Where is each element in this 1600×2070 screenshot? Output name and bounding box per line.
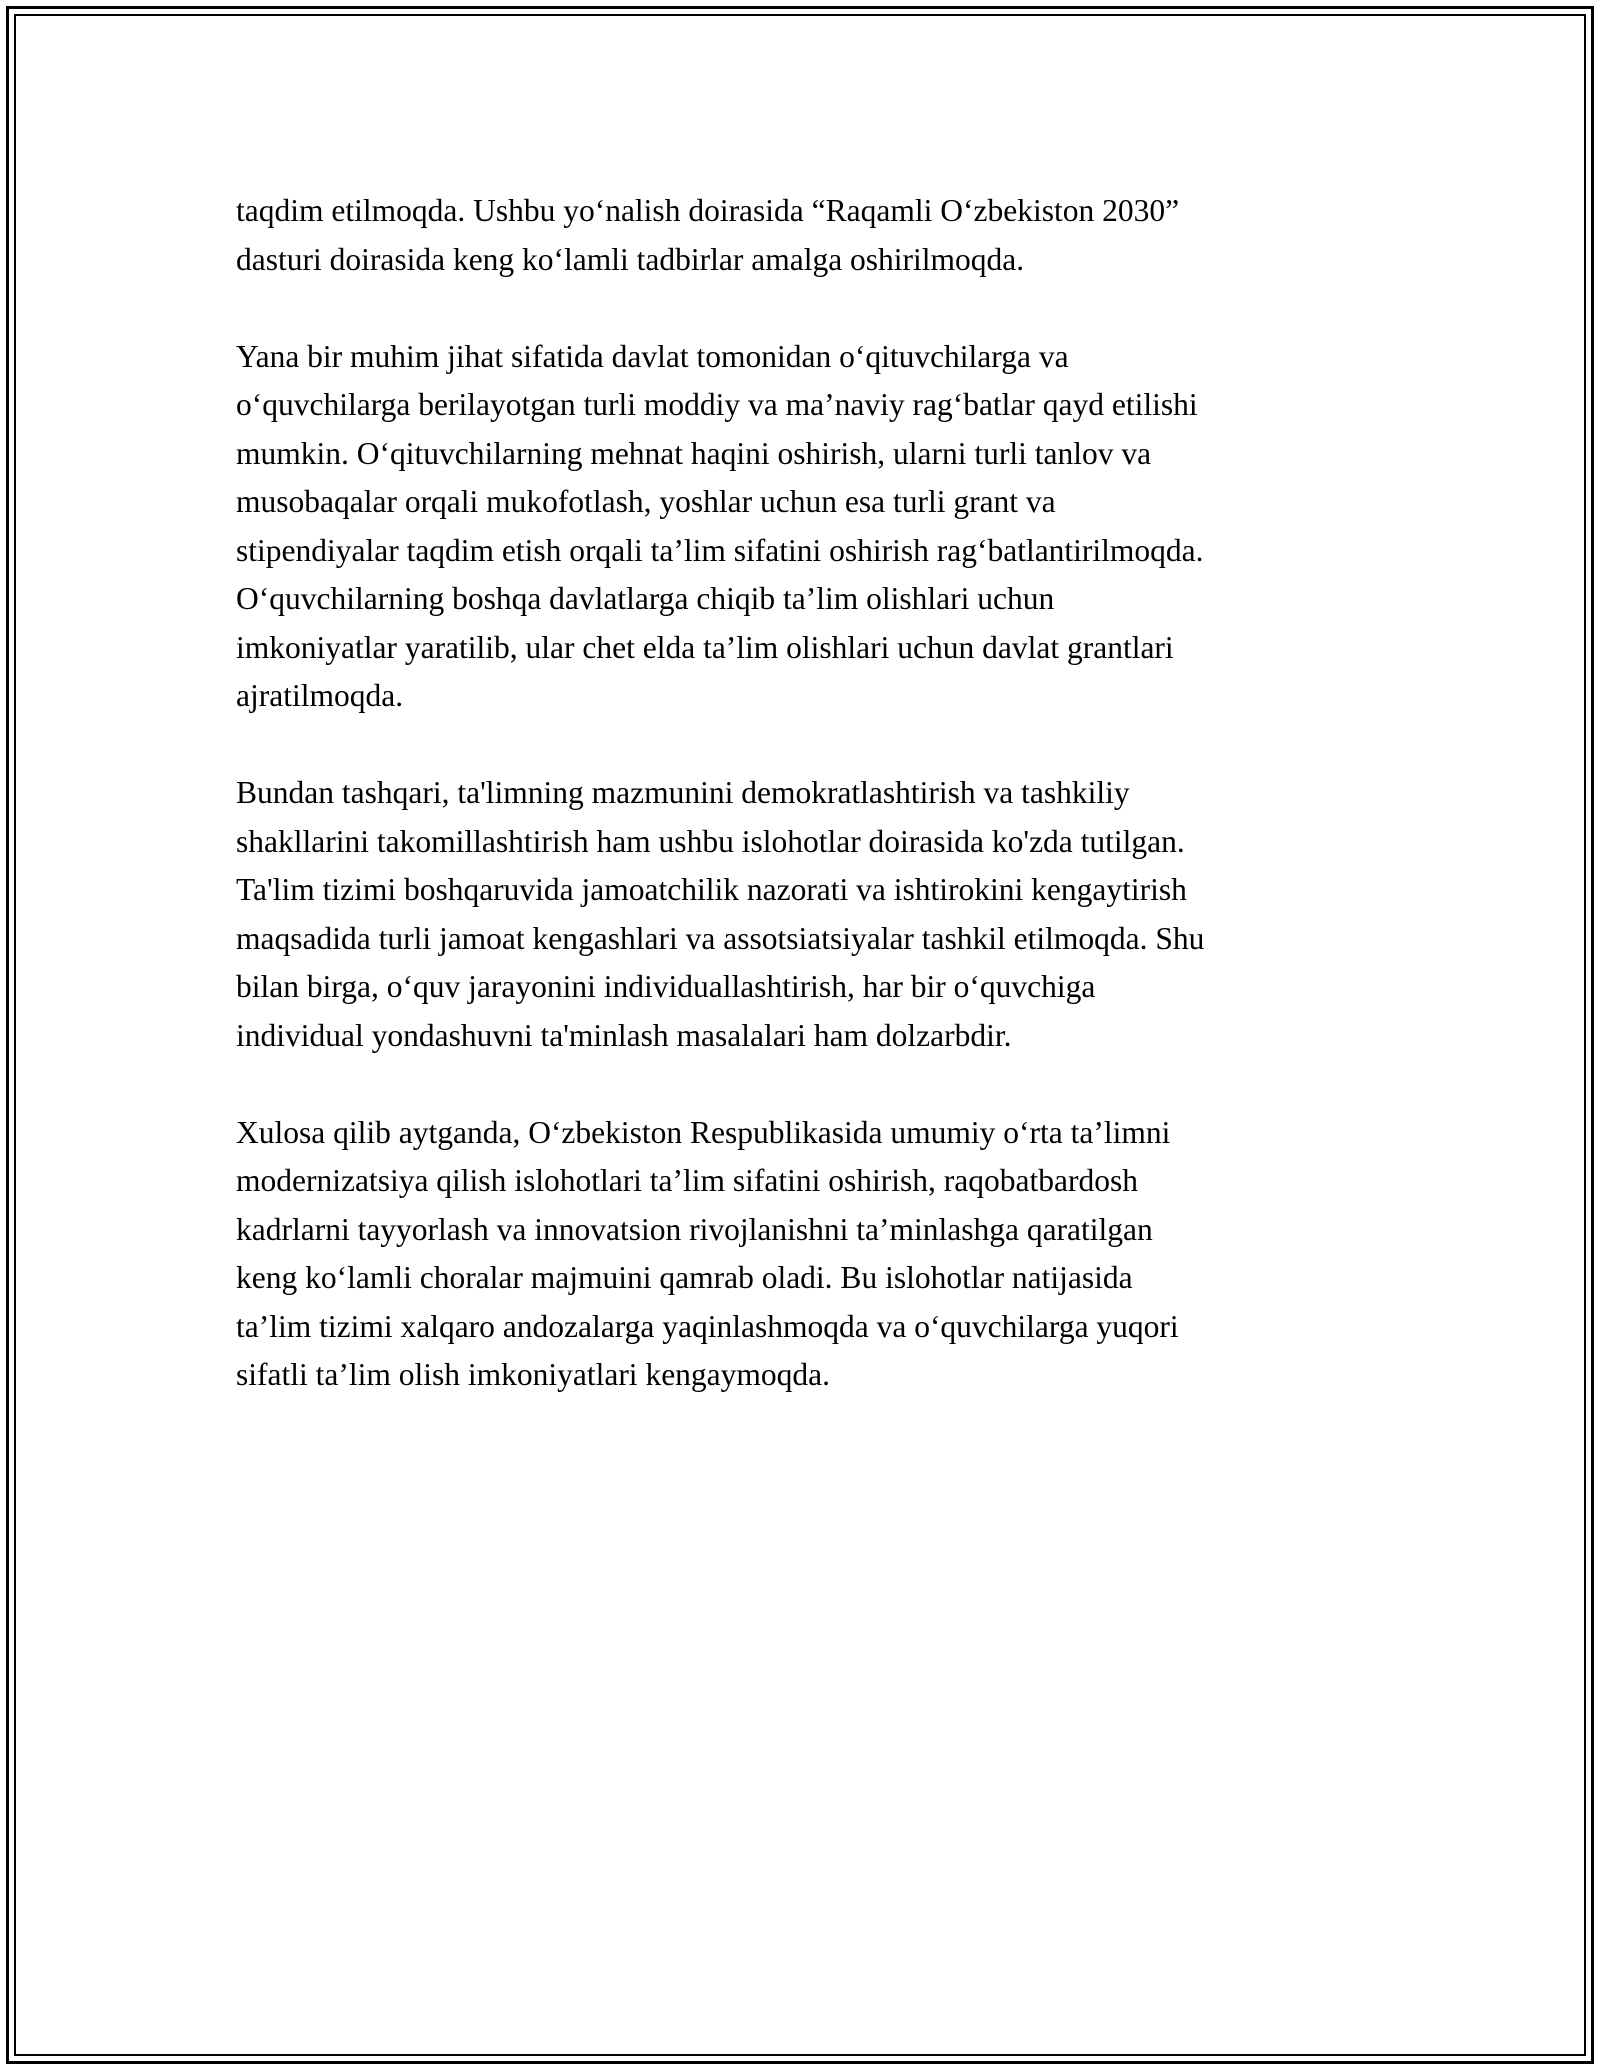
text-line: dasturi doirasida keng ko‘lamli tadbirlar amalga oshirilmoqda. [236,241,1025,277]
text-line: Ta'lim tizimi boshqaruvida jamoatchilik nazorati va ishtirokini kengaytirish [236,872,1187,907]
text-line: kadrlarni tayyorlash va innovatsion rivojlanishni ta’minlashga qaratilgan [236,1211,1153,1247]
text-line: taqdim etilmoqda. Ushbu yo‘nalish doirasida “Raqamli O‘zbekiston 2030” [236,193,1180,228]
text-line: Xulosa qilib aytganda, O‘zbekiston Respublikasida umumiy o‘rta ta’limni [236,1114,1171,1150]
text-line: individual yondashuvni ta'minlash masalalari ham dolzarbdir. [236,1017,1012,1053]
text-line: stipendiyalar taqdim etish orqali ta’lim sifatini oshirish rag‘batlantirilmoqda. [236,532,1204,568]
text-line: imkoniyatlar yaratilib, ular chet elda ta’lim olishlari uchun davlat grantlari [236,629,1174,665]
text-line: Yana bir muhim jihat sifatida davlat tomonidan o‘qituvchilarga va [236,338,1069,374]
text-line: o‘quvchilarga berilayotgan turli moddiy va ma’naviy rag‘batlar qayd etilishi [236,387,1198,422]
text-line: mumkin. O‘qituvchilarning mehnat haqini oshirish, ularni turli tanlov va [236,435,1152,471]
text-line: sifatli ta’lim olish imkoniyatlari kengaymoqda. [236,1357,831,1392]
paragraph-4 [236,1109,1376,1400]
paragraph-2 [236,333,1376,721]
text-line: Bundan tashqari, ta'limning mazmunini demokratlashtirish va tashkiliy [236,775,1130,810]
text-line: musobaqalar orqali mukofotlash, yoshlar uchun esa turli grant va [236,484,1056,519]
text-line: ta’lim tizimi xalqaro andozalarga yaqinlashmoqda va o‘quvchilarga yuqori [236,1308,1179,1344]
text-line: ajratilmoqda. [236,678,404,713]
text-line: maqsadida turli jamoat kengashlari va assotsiatsiyalar tashkil etilmoqda. Shu [236,920,1205,956]
text-line: keng ko‘lamli choralar majmuini qamrab oladi. Bu islohotlar natijasida [236,1260,1133,1295]
text-line: shakllarini takomillashtirish ham ushbu islohotlar doirasida ko'zda tutilgan. [236,823,1185,859]
paragraph-1 [236,187,1376,284]
paragraph-3 [236,769,1376,1060]
text-line: modernizatsiya qilish islohotlari ta’lim sifatini oshirish, raqobatbardosh [236,1163,1138,1198]
text-line: bilan birga, o‘quv jarayonini individuallashtirish, har bir o‘quvchiga [236,969,1096,1004]
document-body [236,187,1376,1448]
text-line: O‘quvchilarning boshqa davlatlarga chiqib ta’lim olishlari uchun [236,581,1055,616]
